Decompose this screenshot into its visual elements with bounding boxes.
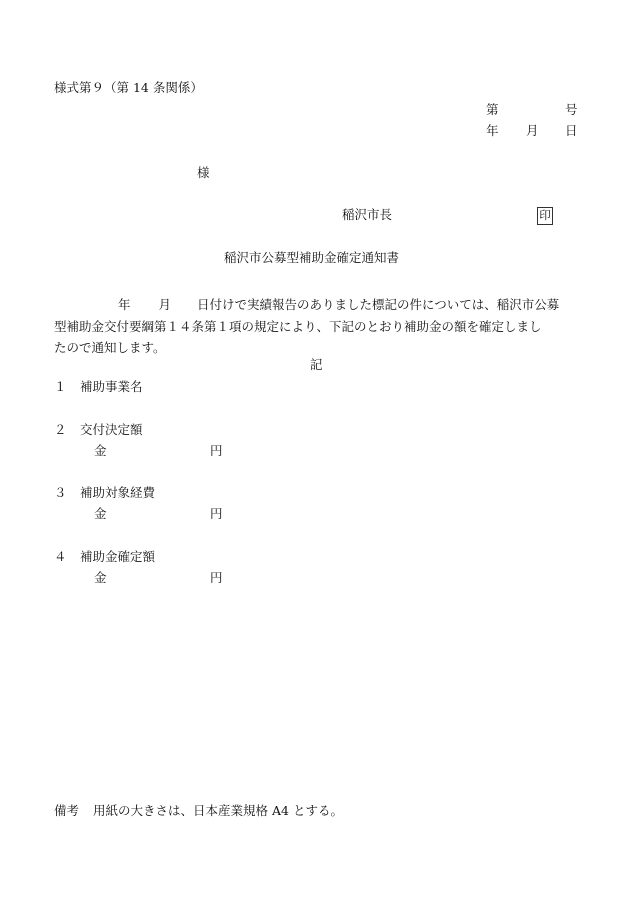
amount-suffix: 円 — [210, 443, 223, 458]
body-line-1-text: 日付けで実績報告のありました標記の件については、稲沢市公募 — [197, 297, 560, 312]
remark — [54, 805, 343, 818]
document-title: 稲沢市公募型補助金確定通知書 — [224, 250, 400, 265]
amount-prefix: 金 — [94, 570, 107, 585]
issue-date-month: 月 — [526, 123, 539, 138]
body-line-2: 型補助金交付要綱第１４条第１項の規定により、下記のとおり補助金の額を確定しまし — [54, 318, 542, 334]
item-grant-decision-amount — [54, 424, 143, 437]
amount-suffix: 円 — [210, 506, 223, 521]
document-number-prefix: 第 — [486, 102, 499, 117]
seal-stamp: 印 — [537, 207, 553, 225]
amount-prefix: 金 — [94, 443, 107, 458]
addressee-honorific: 様 — [197, 165, 210, 180]
issue-date-day: 日 — [565, 123, 578, 138]
body-date-year: 年 — [118, 297, 131, 312]
body-text — [54, 294, 584, 359]
remark-text: 用紙の大きさは、日本産業規格 A4 とする。 — [93, 803, 343, 818]
item-label: 補助対象経費 — [80, 485, 156, 500]
item-label: 補助金確定額 — [80, 549, 156, 564]
body-date-month: 月 — [158, 297, 172, 312]
item-project-name — [54, 381, 143, 394]
item-number: ２ — [54, 422, 67, 437]
item-label: 交付決定額 — [80, 422, 143, 437]
document-number-suffix: 号 — [565, 102, 578, 117]
item-eligible-expenses — [54, 487, 155, 500]
body-line-3: たので通知します。 — [54, 340, 166, 355]
issuer-name: 稲沢市長 — [342, 207, 393, 222]
remark-label: 備考 — [54, 803, 80, 818]
body-line-1 — [54, 294, 584, 316]
item-number: ３ — [54, 485, 67, 500]
amount-suffix: 円 — [210, 570, 223, 585]
note-heading: 記 — [310, 357, 323, 372]
item-label: 補助事業名 — [80, 379, 143, 394]
form-reference: 様式第９（第 14 条関係） — [54, 80, 203, 95]
amount-prefix: 金 — [94, 506, 107, 521]
item-number: ４ — [54, 549, 67, 564]
issue-date-year: 年 — [486, 123, 499, 138]
item-confirmed-grant-amount — [54, 551, 155, 564]
item-number: １ — [54, 379, 67, 394]
